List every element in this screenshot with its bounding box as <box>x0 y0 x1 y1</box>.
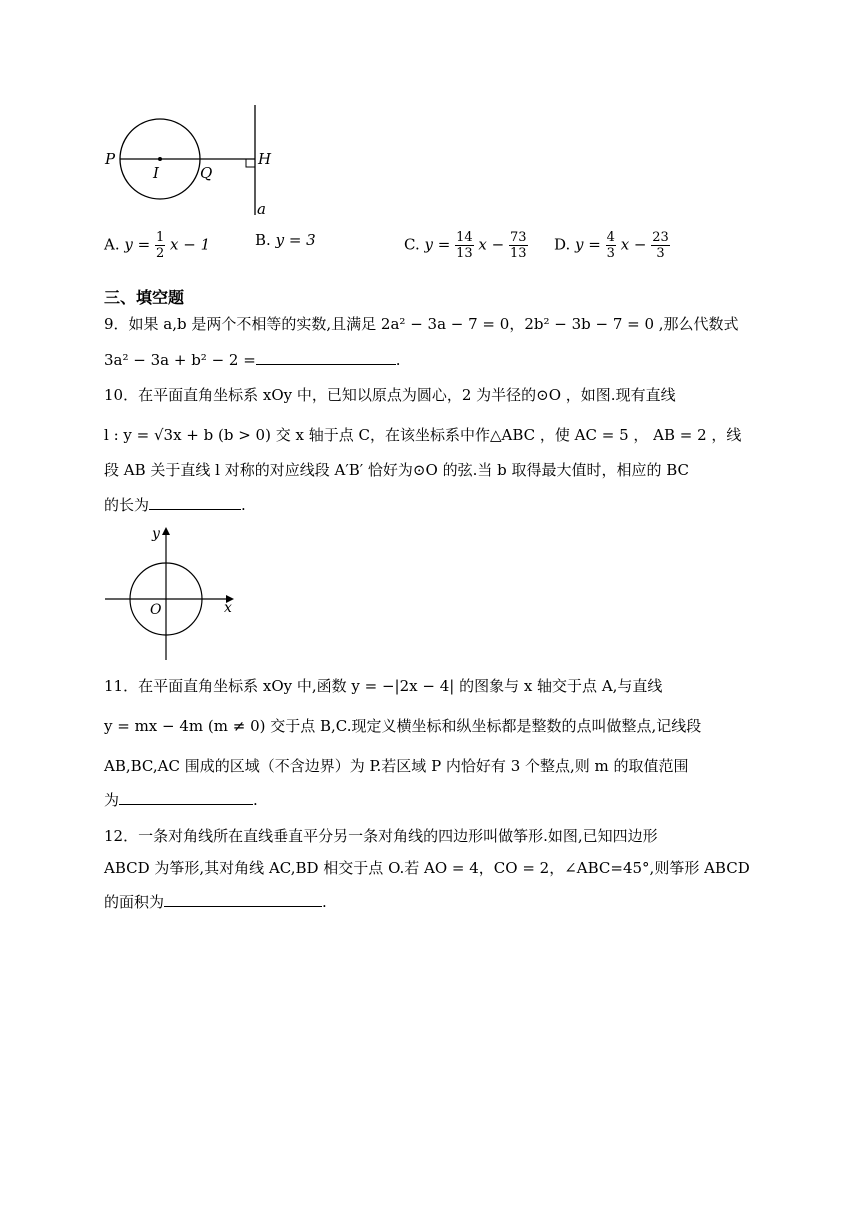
q12-line2: ABCD 为筝形,其对角线 AC,BD 相交于点 O.若 AO = 4，CO = 2，∠ABC=45°,则筝形 ABCD <box>104 859 750 877</box>
q9-line2: 3a² − 3a + b² − 2 = . <box>104 351 401 369</box>
q10-line3: 段 AB 关于直线 l 对称的对应线段 A′B′ 恰好为⊙O 的弦.当 b 取得最大值时，相应的 BC <box>104 461 690 479</box>
q10-line1: 10．在平面直角坐标系 xOy 中，已知以原点为圆心，2 为半径的⊙O ，如图.现有直线 <box>104 386 676 404</box>
q11-answer-blank[interactable] <box>119 790 253 805</box>
fraction-c1: $\frac{14}{13}$ <box>456 230 473 261</box>
figure-coordinate-circle <box>100 520 250 665</box>
q9-answer-blank[interactable] <box>256 350 396 365</box>
q10-answer-blank[interactable] <box>149 495 241 510</box>
q12-line1: 12．一条对角线所在直线垂直平分另一条对角线的四边形叫做筝形.如图,已知四边形 <box>104 827 658 845</box>
label-q: Q <box>200 164 213 182</box>
option-c: C. y = $\frac{14}{13}$ x − $\frac{73}{13}$ <box>404 230 527 261</box>
section-heading: 三、填空题 <box>104 288 185 307</box>
q12-answer-blank[interactable] <box>164 892 322 907</box>
q10-line2: l : y = √3x + b (b > 0) 交 x 轴于点 C，在该坐标系中作△ABC ，使 AC = 5 ， AB = 2 ，线 <box>104 426 742 444</box>
q11-line2: y = mx − 4m (m ≠ 0) 交于点 B,C.现定义横坐标和纵坐标都是整数的点叫做整点,记线段 <box>104 717 702 735</box>
label-a: a <box>257 200 266 218</box>
option-b: B. y = 3 <box>255 231 316 249</box>
label-o: O <box>150 602 162 618</box>
q9-line1: 9．如果 a,b 是两个不相等的实数,且满足 2a² − 3a − 7 = 0，2b² − 3b − 7 = 0 ,那么代数式 <box>104 315 739 333</box>
center-point-i <box>158 157 162 161</box>
fraction-c2: $\frac{73}{13}$ <box>510 230 527 261</box>
option-d: D. y = $\frac{4}{3}$ x − $\frac{23}{3}$ <box>554 230 669 261</box>
fraction-a: $\frac{1}{2}$ <box>155 230 165 261</box>
q9-expression: 3a² − 3a + b² − 2 = <box>104 351 256 369</box>
y-axis-arrow <box>162 527 170 535</box>
q10-line4: 的长为 . <box>104 496 246 514</box>
q11-line4: 为 . <box>104 791 258 809</box>
label-p: P <box>105 150 116 168</box>
option-a: A. y = $\frac{1}{2}$ x − 1 <box>104 230 211 261</box>
label-i: I <box>153 164 159 182</box>
label-y: y <box>152 526 160 542</box>
q11-line1: 11．在平面直角坐标系 xOy 中,函数 y = −|2x − 4| 的图象与 x 轴交于点 A,与直线 <box>104 677 663 695</box>
q11-line3: AB,BC,AC 围成的区域（不含边界）为 P.若区域 P 内恰好有 3 个整点,则 m 的取值范围 <box>104 757 689 775</box>
fraction-d1: $\frac{4}{3}$ <box>606 230 615 261</box>
label-h: H <box>258 150 272 168</box>
fraction-d2: $\frac{23}{3}$ <box>652 230 669 261</box>
label-x: x <box>224 600 232 616</box>
q12-line3: 的面积为 . <box>104 893 327 911</box>
figure-circle-line <box>100 100 290 220</box>
right-angle-mark <box>246 159 255 167</box>
